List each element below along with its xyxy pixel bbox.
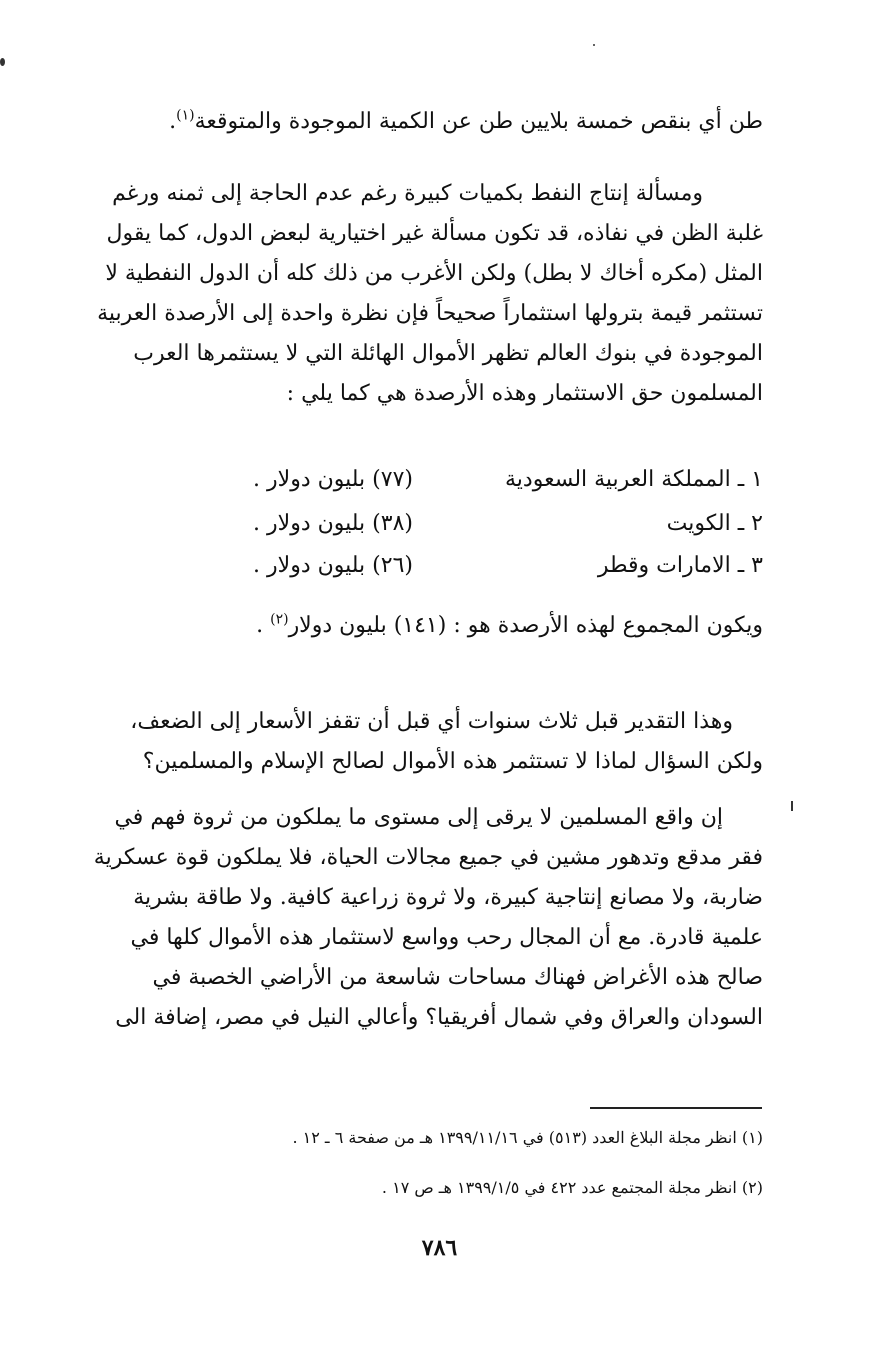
footnote-2: (٢) انظر مجلة المجتمع عدد ٤٢٢ في ١٣٩٩/١/٥ هـ ص ١٧ . bbox=[381, 1178, 763, 1197]
paragraph-line: علمية قادرة. مع أن المجال رحب وواسع لاستثمار هذه الأموال كلها في bbox=[130, 925, 763, 950]
reserve-amount: (٧٧) بليون دولار . bbox=[253, 467, 413, 492]
footnote-ref-1: (١) bbox=[176, 107, 195, 124]
intro-end: . bbox=[169, 109, 177, 134]
paragraph-line: السودان والعراق وفي شمال أفريقيا؟ وأعالي النيل في مصر، إضافة الى bbox=[115, 1005, 763, 1030]
paragraph-line: المسلمون حق الاستثمار وهذه الأرصدة هي كما يلي : bbox=[286, 381, 763, 406]
footnote-divider bbox=[590, 1107, 762, 1109]
paragraph-estimate bbox=[63, 702, 763, 782]
paragraph-line: المثل (مكره أخاك لا بطل) ولكن الأغرب من ذلك كله أن الدول النفطية لا bbox=[105, 261, 763, 286]
total-end: . bbox=[256, 613, 271, 638]
total-text: ويكون المجموع لهذه الأرصدة هو : (١٤١) بليون دولار bbox=[288, 613, 763, 638]
paragraph-muslim-reality bbox=[63, 798, 763, 1038]
footnote-ref-2: (٢) bbox=[270, 611, 289, 628]
reserve-country: ٣ ـ الامارات وقطر bbox=[597, 553, 763, 578]
paragraph-line: غلبة الظن في نفاذه، قد تكون مسألة غير اختيارية لبعض الدول، كما يقول bbox=[106, 221, 763, 246]
paragraph-line: ولكن السؤال لماذا لا تستثمر هذه الأموال لصالح الإسلام والمسلمين؟ bbox=[142, 749, 763, 774]
paragraph-line: فقر مدقع وتدهور مشين في جميع مجالات الحياة، فلا يملكون قوة عسكرية bbox=[93, 845, 763, 870]
intro-text: طن أي بنقص خمسة بلايين طن عن الكمية الموجودة والمتوقعة bbox=[194, 109, 763, 134]
paragraph-oil-production bbox=[63, 174, 763, 414]
reserve-row bbox=[0, 504, 879, 544]
reserve-country: ١ ـ المملكة العربية السعودية bbox=[505, 467, 763, 492]
reserve-row bbox=[0, 546, 879, 586]
scan-speck bbox=[593, 44, 595, 46]
scan-speck bbox=[791, 801, 793, 811]
paragraph-line: صالح هذه الأغراض فهناك مساحات شاسعة من الأراضي الخصبة في bbox=[152, 965, 763, 990]
paragraph-line: تستثمر قيمة بترولها استثماراً صحيحاً فإن نظرة واحدة إلى الأرصدة العربية bbox=[97, 301, 763, 326]
paragraph-line: وهذا التقدير قبل ثلاث سنوات أي قبل أن تقفز الأسعار إلى الضعف، bbox=[130, 709, 733, 734]
paragraph-line: ضاربة، ولا مصانع إنتاجية كبيرة، ولا ثروة زراعية كافية. ولا طاقة بشرية bbox=[133, 885, 763, 910]
intro-line bbox=[63, 102, 763, 142]
reserve-amount: (٣٨) بليون دولار . bbox=[253, 511, 413, 536]
scan-speck bbox=[0, 58, 5, 66]
paragraph-line: إن واقع المسلمين لا يرقى إلى مستوى ما يملكون من ثروة فهم في bbox=[114, 805, 723, 830]
footnote-1: (١) انظر مجلة البلاغ العدد (٥١٣) في ١٣٩٩/١١/١٦ هـ من صفحة ٦ ـ ١٢ . bbox=[292, 1128, 763, 1147]
paragraph-line: الموجودة في بنوك العالم تظهر الأموال الهائلة التي لا يستثمرها العرب bbox=[133, 341, 763, 366]
total-line bbox=[63, 606, 763, 646]
paragraph-line: ومسألة إنتاج النفط بكميات كبيرة رغم عدم الحاجة إلى ثمنه ورغم bbox=[112, 181, 703, 206]
reserve-row bbox=[0, 460, 879, 500]
page-number: ٧٨٦ bbox=[421, 1235, 458, 1261]
reserve-country: ٢ ـ الكويت bbox=[666, 511, 763, 536]
reserve-amount: (٢٦) بليون دولار . bbox=[253, 553, 413, 578]
